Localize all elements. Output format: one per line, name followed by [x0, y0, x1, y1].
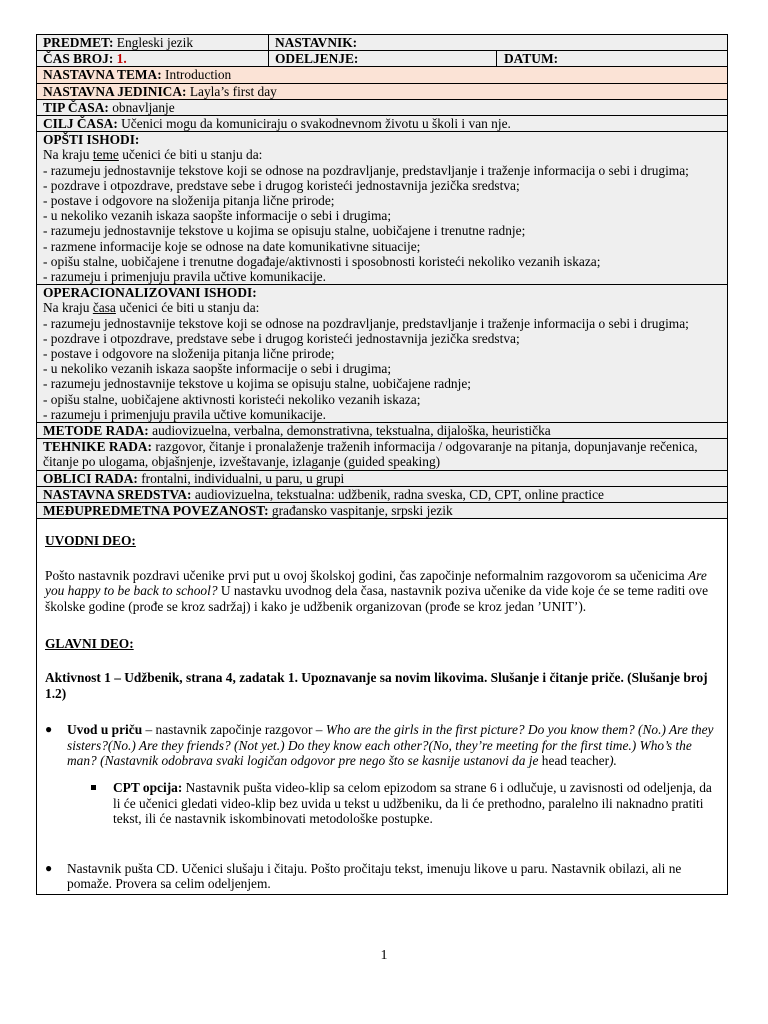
- row-jedinica: [37, 83, 728, 99]
- opsti-item: - razumeju i primenjuju pravila učtive komunikacije.: [43, 269, 326, 285]
- datum-label: DATUM:: [504, 51, 559, 67]
- cell-opsti-ishodi: [37, 132, 728, 285]
- cilj-label: CILJ ČASA:: [43, 116, 118, 132]
- cas-broj-label: ČAS BROJ:: [43, 51, 114, 67]
- opsti-item: - razmene informacije koje se odnose na date komunikativne situacije;: [43, 238, 421, 254]
- row-cas-broj: [37, 51, 728, 67]
- row-operacionalizovani-ishodi: [37, 285, 728, 423]
- bullet-uvod-closing: ).: [609, 752, 617, 768]
- uvodni-deo-paragraph: [45, 568, 719, 614]
- opsti-intro-b: učenici će biti u stanju da:: [118, 147, 263, 163]
- cell-cilj: [37, 116, 728, 132]
- oblici-value: frontalni, individualni, u paru, u grupi: [141, 470, 345, 486]
- jedinica-value: Layla’s first day: [189, 83, 277, 99]
- row-tema: [37, 67, 728, 83]
- opsti-intro-underlined: teme: [92, 147, 119, 163]
- odeljenje-label: ODELJENJE:: [275, 51, 359, 67]
- cell-odeljenje: [269, 51, 497, 67]
- bullet-dot-icon: ●: [45, 860, 53, 875]
- povezanost-value: građansko vaspitanje, srpski jezik: [271, 503, 453, 519]
- row-cilj: [37, 116, 728, 132]
- metode-value: audiovizuelna, verbalna, demonstrativna, tekstualna, dijaloška, heuristička: [152, 423, 551, 439]
- cell-jedinica: [37, 83, 728, 99]
- cell-metode: [37, 423, 728, 439]
- oblici-label: OBLICI RADA:: [43, 470, 138, 486]
- cpt-opcija-text: Nastavnik pušta video-klip sa celom epizodom sa strane 6 i odlučuje, u zavisnosti od odeljenja, da li će učenici gledati video-klip bez uvida u tekst u udžbeniku, da li će prethodno, paralelno ili naknadno pratiti tekst, ili će nastavnik iskombinovati metodološke postupke.: [113, 780, 712, 827]
- aktivnost-1-heading: Aktivnost 1 – Udžbenik, strana 4, zadatak 1. Upoznavanje sa novim likovima. Slušanje i čitanje priče. (Slušanje broj 1.2): [45, 670, 708, 701]
- operac-intro-b: učenici će biti u stanju da:: [115, 300, 260, 316]
- cell-sredstva: [37, 486, 728, 502]
- nastavnik-label: NASTAVNIK:: [275, 35, 358, 50]
- lesson-plan-document: [36, 34, 727, 895]
- opsti-title: OPŠTI ISHODI:: [43, 132, 140, 148]
- sredstva-value: audiovizuelna, tekstualna: udžbenik, radna sveska, CD, CPT, online practice: [194, 486, 604, 502]
- uvodni-deo-heading: UVODNI DEO:: [45, 533, 136, 549]
- row-sredstva: [37, 486, 728, 502]
- glavni-deo-heading: GLAVNI DEO:: [45, 635, 134, 651]
- operac-item: - razumeju i primenjuju pravila učtive komunikacije.: [43, 406, 326, 422]
- cell-datum: [497, 51, 728, 67]
- sub-bullet-list: [67, 780, 719, 826]
- operac-intro-underlined: časa: [92, 300, 116, 316]
- bullet-dot-icon: ●: [45, 722, 53, 737]
- activity-bullet-list: [45, 722, 719, 891]
- uvodni-question: Are you happy to be back to school?: [45, 567, 707, 599]
- cell-povezanost: [37, 503, 728, 519]
- row-lesson-body: [37, 519, 728, 895]
- operac-item: - razumeju jednostavnije tekstove koji se odnose na pozdravljanje, predstavljanje i traženje informacija o sebi i drugima;: [43, 315, 689, 331]
- row-predmet: [37, 35, 728, 51]
- operac-item: - u nekoliko vezanih iskaza saopšte informacije o sebi i drugima;: [43, 361, 392, 377]
- cpt-opcija-bold: CPT opcija:: [113, 780, 183, 796]
- bullet-cd-text: Nastavnik pušta CD. Učenici slušaju i čitaju. Pošto pročitaju tekst, imenuju likove u paru. Nastavnik obilazi, ali ne pomaže. Provera sa celim odeljenjem.: [67, 860, 682, 891]
- bullet-uvod-u-pricu: [45, 722, 719, 826]
- opsti-item: - razumeju jednostavnije tekstove koji se odnose na pozdravljanje, predstavljanje i traženje informacija o sebi i drugima;: [43, 162, 689, 178]
- operac-item: - pozdrave i otpozdrave, predstave sebe i drugog koristeći jednostavnija jezička sredstva;: [43, 330, 520, 346]
- row-povezanost: [37, 503, 728, 519]
- row-tip: [37, 99, 728, 115]
- opsti-item: - razumeju jednostavnije tekstove u kojima se opisuju stalne, uobičajene i trenutne radnje;: [43, 223, 526, 239]
- povezanost-label: MEĐUPREDMETNA POVEZANOST:: [43, 503, 269, 519]
- tema-label: NASTAVNA TEMA:: [43, 67, 162, 83]
- tema-value: Introduction: [165, 67, 232, 83]
- cell-predmet: [37, 35, 269, 51]
- cell-tema: [37, 67, 728, 83]
- metode-label: METODE RADA:: [43, 423, 149, 439]
- cell-cas-broj: [37, 51, 269, 67]
- tehnike-value: razgovor, čitanje i pronalaženje traženih informacija / odgovaranje na pitanja, dopunjavanje rečenica, čitanje po ulogama, objašnjenje, izveštavanje, izlaganje (guided speaking): [43, 439, 698, 470]
- predmet-value: Engleski jezik: [116, 35, 194, 50]
- opsti-item: - opišu stalne, uobičajene i trenutne događaje/aktivnosti i sposobnosti koristeći nekoliko vezanih iskaza;: [43, 253, 601, 269]
- row-tehnike: [37, 439, 728, 470]
- opsti-intro: [43, 147, 721, 162]
- bullet-uvod-questions: Who are the girls in the first picture? Do you know them? (No.) Are they sisters?(No.) Are they friends? (Not yet.) Do they know each other?(No, they’re meeting for the first time.) Who’s the man? (Nastavnik odobrava svaki logičan odgovor pre nego što se kasnije ustanovi da je: [67, 722, 714, 768]
- sub-bullet-cpt-opcija: [67, 780, 719, 826]
- cell-tehnike: [37, 439, 728, 470]
- cell-tip: [37, 99, 728, 115]
- operac-item: - opišu stalne, uobičajene aktivnosti koristeći nekoliko vezanih iskaza;: [43, 391, 421, 407]
- tehnike-label: TEHNIKE RADA:: [43, 439, 152, 455]
- cell-oblici: [37, 470, 728, 486]
- page-number: 1: [380, 948, 388, 963]
- opsti-intro-a: Na kraju: [43, 147, 93, 163]
- operac-intro: [43, 300, 721, 315]
- cell-operacionalizovani-ishodi: [37, 285, 728, 423]
- operac-title: OPERACIONALIZOVANI ISHODI:: [43, 285, 257, 301]
- opsti-item: - postave i odgovore na složenija pitanja lične prirode;: [43, 193, 335, 209]
- opsti-item: - u nekoliko vezanih iskaza saopšte informacije o sebi i drugima;: [43, 208, 392, 224]
- cell-lesson-body: [37, 519, 728, 895]
- predmet-label: PREDMET:: [43, 35, 114, 50]
- bullet-uvod-text: – nastavnik započinje razgovor –: [142, 722, 326, 738]
- tip-value: obnavljanje: [112, 99, 175, 115]
- operac-intro-a: Na kraju: [43, 300, 93, 316]
- opsti-item: - pozdrave i otpozdrave, predstave sebe i drugog koristeći jednostavnija jezička sredstva;: [43, 177, 520, 193]
- lesson-plan-table: [36, 34, 728, 895]
- cell-nastavnik: [269, 35, 728, 51]
- cas-broj-value: 1.: [116, 51, 127, 67]
- row-oblici: [37, 470, 728, 486]
- bullet-uvod-head-teacher: head teacher: [538, 752, 610, 768]
- bullet-nastavnik-pusta-cd: [45, 861, 719, 892]
- row-metode: [37, 423, 728, 439]
- uvodni-text-b: U nastavku uvodnog dela časa, nastavnik poziva učenike da vide koje će se teme raditi ove školske godine (prođe se kroz sadržaj) i kako je udžbenik organizovan (prođe se kroz jedan ’UNIT’).: [45, 583, 709, 614]
- jedinica-label: NASTAVNA JEDINICA:: [43, 83, 187, 99]
- row-opsti-ishodi: [37, 132, 728, 285]
- tip-label: TIP ČASA:: [43, 99, 109, 115]
- sredstva-label: NASTAVNA SREDSTVA:: [43, 486, 192, 502]
- square-bullet-icon: [91, 785, 96, 790]
- operac-item: - postave i odgovore na složenija pitanja lične prirode;: [43, 346, 335, 362]
- cilj-value: Učenici mogu da komuniciraju o svakodnevnom životu u školi i van nje.: [121, 116, 511, 132]
- operac-item: - razumeju jednostavnije tekstove u kojima se opisuju stalne, uobičajene radnje;: [43, 376, 472, 392]
- bullet-uvod-bold: Uvod u priču: [67, 722, 143, 738]
- uvodni-text-a: Pošto nastavnik pozdravi učenike prvi put u ovoj školskoj godini, čas započinje neformalnim razgovorom sa učenicima: [45, 567, 688, 583]
